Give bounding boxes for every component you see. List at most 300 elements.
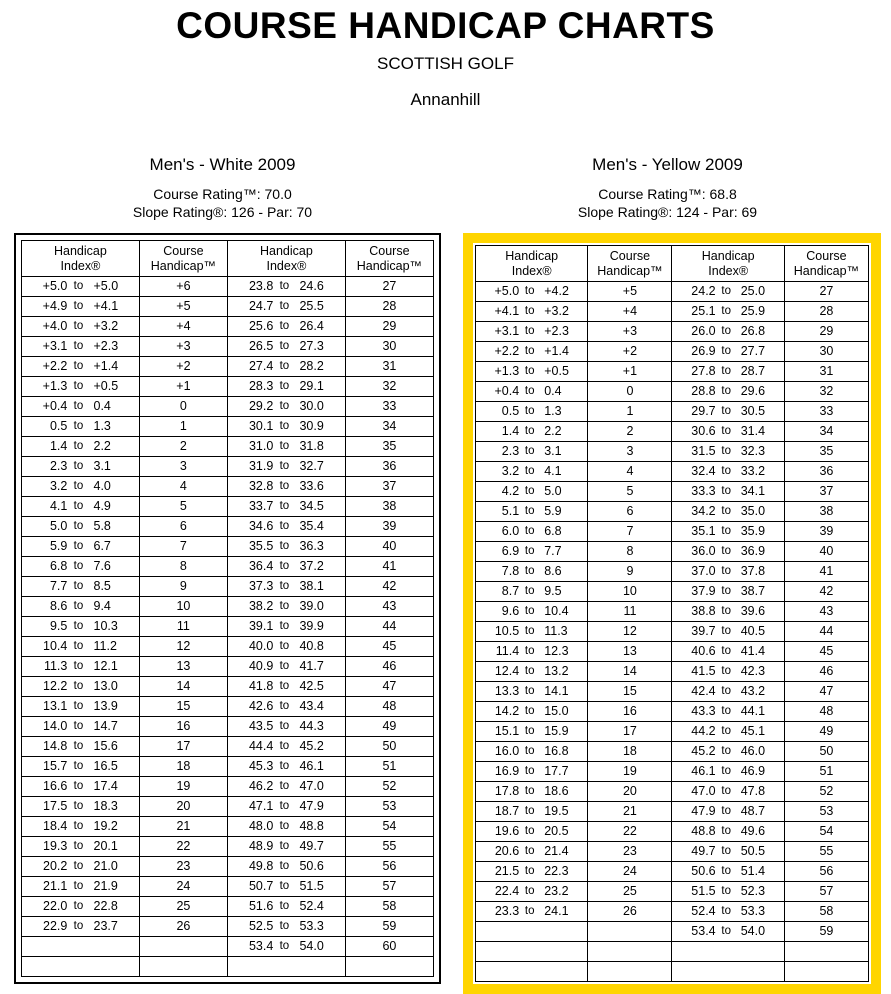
range-to-label: to (721, 465, 731, 477)
handicap-range (228, 717, 345, 736)
range-high: 14.1 (544, 684, 569, 698)
cell-course-handicap-1: +6 (139, 277, 227, 297)
range-high: 10.3 (93, 619, 118, 633)
handicap-range (228, 537, 345, 556)
range-low: 52.4 (691, 904, 716, 918)
range-to-label: to (279, 740, 290, 752)
range-to-label: to (73, 320, 84, 332)
cell-handicap-index-2 (672, 602, 784, 622)
table-row (476, 942, 869, 962)
cell-course-handicap-1: 5 (588, 482, 672, 502)
table-row (476, 642, 869, 662)
table-row (22, 537, 434, 557)
range-low: 37.0 (691, 564, 716, 578)
table-row (22, 477, 434, 497)
range-to-label: to (279, 360, 290, 372)
cell-course-handicap-1: 2 (139, 437, 227, 457)
table-row (476, 602, 869, 622)
range-to-label: to (73, 880, 84, 892)
handicap-range (476, 702, 587, 721)
cell-course-handicap-2: 59 (345, 917, 433, 937)
range-to-label: to (524, 365, 535, 377)
range-high: 46.1 (299, 759, 324, 773)
cell-course-handicap-1 (588, 922, 672, 942)
handicap-range (672, 862, 783, 881)
cell-handicap-index-1 (476, 902, 588, 922)
range-to-label: to (524, 665, 535, 677)
col-label-line1: Handicap (259, 243, 313, 258)
range-to-label: to (524, 425, 535, 437)
range-high: 9.5 (544, 584, 562, 598)
cell-course-handicap-2: 33 (345, 397, 433, 417)
range-low: 10.4 (43, 639, 68, 653)
handicap-range (476, 502, 587, 521)
range-to-label: to (279, 480, 290, 492)
cell-course-handicap-1: 19 (588, 762, 672, 782)
handicap-range (476, 742, 587, 761)
range-high: 35.9 (740, 524, 766, 538)
range-to-label: to (721, 645, 731, 657)
range-high: 18.6 (544, 784, 569, 798)
handicap-range (672, 882, 783, 901)
handicap-range (228, 897, 345, 916)
table-row (22, 677, 434, 697)
cell-handicap-index-2 (227, 817, 345, 837)
cell-handicap-index-2 (227, 317, 345, 337)
range-to-label: to (721, 765, 731, 777)
cell-handicap-index-2 (672, 622, 784, 642)
range-high: 31.8 (299, 439, 324, 453)
cell-course-handicap-2: 43 (784, 602, 868, 622)
cell-course-handicap-1: +3 (588, 322, 672, 342)
cell-course-handicap-2: 58 (345, 897, 433, 917)
handicap-range (672, 542, 783, 561)
cell-handicap-index-1 (476, 662, 588, 682)
range-to-label: to (524, 505, 535, 517)
table-row (476, 682, 869, 702)
handicap-range (228, 337, 345, 356)
range-low: 20.2 (43, 859, 68, 873)
cell-course-handicap-1: 16 (588, 702, 672, 722)
range-high: 49.6 (740, 824, 766, 838)
handicap-range (22, 837, 139, 856)
range-low: 23.3 (494, 904, 520, 918)
range-low: 5.9 (49, 539, 68, 553)
cell-handicap-index-2 (227, 417, 345, 437)
cell-course-handicap-2: 50 (784, 742, 868, 762)
handicap-range (476, 722, 587, 741)
range-low: 24.7 (248, 299, 274, 313)
cell-course-handicap-2: 28 (345, 297, 433, 317)
cell-handicap-index-2 (672, 442, 784, 462)
range-to-label: to (524, 685, 535, 697)
range-to-label: to (721, 545, 731, 557)
cell-course-handicap-1: 26 (139, 917, 227, 937)
cell-course-handicap-2: 52 (345, 777, 433, 797)
table-row (22, 657, 434, 677)
range-to-label: to (73, 780, 84, 792)
cell-course-handicap-2: 28 (784, 302, 868, 322)
cell-course-handicap-2: 40 (784, 542, 868, 562)
cell-course-handicap-1: 12 (139, 637, 227, 657)
cell-course-handicap-2: 46 (345, 657, 433, 677)
handicap-range (476, 762, 587, 781)
col-label-line1: Course (163, 243, 204, 258)
cell-handicap-index-1 (22, 717, 140, 737)
cell-course-handicap-2: 49 (784, 722, 868, 742)
range-low: +1.3 (42, 379, 68, 393)
range-low: 17.8 (494, 784, 520, 798)
range-low: 44.4 (248, 739, 274, 753)
range-high: 1.3 (544, 404, 562, 418)
range-to-label: to (279, 420, 290, 432)
cell-course-handicap-1: 15 (588, 682, 672, 702)
page-header (0, 0, 891, 112)
range-to-label: to (524, 405, 535, 417)
table-row (22, 317, 434, 337)
handicap-range (672, 562, 783, 581)
range-low: 29.2 (248, 399, 274, 413)
range-low: +3.1 (494, 324, 520, 338)
handicap-range (476, 782, 587, 801)
range-high: 11.3 (544, 624, 568, 638)
cell-handicap-index-2 (672, 482, 784, 502)
range-to-label: to (721, 325, 731, 337)
range-low: 8.7 (501, 584, 520, 598)
cell-course-handicap-1: 17 (139, 737, 227, 757)
cell-course-handicap-1: 0 (588, 382, 672, 402)
handicap-range (672, 602, 783, 621)
cell-handicap-index-1 (476, 322, 588, 342)
range-high: 35.0 (740, 504, 766, 518)
handicap-range (476, 442, 587, 461)
cell-course-handicap-1: +1 (588, 362, 672, 382)
range-high: 17.4 (93, 779, 118, 793)
range-to-label: to (721, 505, 731, 517)
handicap-range (672, 802, 783, 821)
range-low: 16.6 (43, 779, 68, 793)
handicap-range (228, 497, 345, 516)
cell-handicap-index-2 (227, 897, 345, 917)
table-row (22, 437, 434, 457)
handicap-range (228, 477, 345, 496)
range-high: 25.0 (740, 284, 766, 298)
table-row (476, 622, 869, 642)
cell-course-handicap-1: 3 (588, 442, 672, 462)
cell-handicap-index-2 (672, 642, 784, 662)
cell-handicap-index-2 (227, 657, 345, 677)
cell-course-handicap-1: 8 (588, 542, 672, 562)
range-low: 38.8 (691, 604, 716, 618)
range-low: 46.2 (248, 779, 274, 793)
range-to-label: to (73, 600, 84, 612)
cell-course-handicap-2: 34 (784, 422, 868, 442)
range-to-label: to (524, 325, 535, 337)
cell-handicap-index-1 (476, 602, 588, 622)
range-high: 4.1 (544, 464, 562, 478)
cell-handicap-index-1 (22, 737, 140, 757)
handicap-range (228, 677, 345, 696)
range-low: 20.6 (494, 844, 520, 858)
range-high: 5.9 (544, 504, 562, 518)
cell-handicap-index-2 (227, 677, 345, 697)
range-low: 37.9 (691, 584, 716, 598)
range-to-label: to (721, 805, 731, 817)
cell-handicap-index-2 (672, 282, 784, 302)
table-row (22, 817, 434, 837)
cell-course-handicap-1: 21 (139, 817, 227, 837)
cell-handicap-index-2 (672, 762, 784, 782)
range-high: 45.2 (299, 739, 324, 753)
table-row (476, 522, 869, 542)
range-high: +0.5 (544, 364, 569, 378)
range-to-label: to (279, 700, 290, 712)
range-to-label: to (279, 540, 290, 552)
cell-handicap-index-1 (476, 882, 588, 902)
cell-course-handicap-1: 23 (139, 857, 227, 877)
table-row (22, 377, 434, 397)
handicap-range (672, 322, 783, 341)
range-high: 39.9 (299, 619, 324, 633)
cell-handicap-index-1 (476, 842, 588, 862)
range-low: 33.7 (248, 499, 274, 513)
col-course-handicap-1 (139, 241, 227, 277)
cell-course-handicap-2: 55 (784, 842, 868, 862)
range-high: 9.4 (93, 599, 111, 613)
cell-handicap-index-1 (22, 517, 140, 537)
cell-handicap-index-1 (22, 837, 140, 857)
cell-course-handicap-1: 12 (588, 622, 672, 642)
cell-handicap-index-1 (476, 742, 588, 762)
range-low: 53.4 (691, 924, 716, 938)
cell-handicap-index-1 (22, 777, 140, 797)
range-high: 44.3 (299, 719, 324, 733)
cell-handicap-index-1 (476, 422, 588, 442)
range-to-label: to (73, 380, 84, 392)
range-low: 23.8 (248, 279, 274, 293)
cell-course-handicap-1 (588, 962, 672, 982)
range-to-label: to (524, 625, 535, 637)
cell-handicap-index-2 (672, 542, 784, 562)
handicap-table-white (21, 240, 434, 977)
range-low: 25.6 (248, 319, 274, 333)
slope-rating-yellow: Slope Rating®: 124 - Par: 69 (577, 204, 758, 220)
range-to-label: to (721, 885, 731, 897)
cell-handicap-index-1 (476, 582, 588, 602)
handicap-range (672, 742, 783, 761)
range-high: 7.6 (93, 559, 111, 573)
range-to-label: to (721, 405, 731, 417)
cell-course-handicap-1: +4 (139, 317, 227, 337)
range-low: 41.8 (248, 679, 274, 693)
cell-handicap-index-1 (22, 477, 140, 497)
table-row (22, 277, 434, 297)
handicap-range (476, 322, 587, 341)
range-high: 22.3 (544, 864, 569, 878)
col-label-line2: Handicap™ (793, 263, 860, 278)
range-to-label: to (721, 685, 731, 697)
range-high: 41.4 (740, 644, 766, 658)
range-low: 47.0 (691, 784, 716, 798)
col-label-line1: Course (369, 243, 410, 258)
range-high: 42.3 (740, 664, 766, 678)
range-high: 3.1 (544, 444, 562, 458)
cell-course-handicap-1: 15 (139, 697, 227, 717)
cell-handicap-index-1 (22, 657, 140, 677)
range-low: +4.9 (42, 299, 68, 313)
range-high: 44.1 (740, 704, 766, 718)
range-to-label: to (279, 600, 290, 612)
range-high: 40.8 (299, 639, 324, 653)
cell-handicap-index-2 (227, 957, 345, 977)
cell-course-handicap-2: 30 (784, 342, 868, 362)
range-to-label: to (721, 445, 731, 457)
table-row (476, 422, 869, 442)
range-high: 16.5 (93, 759, 118, 773)
range-to-label: to (73, 460, 84, 472)
cell-course-handicap-1: 9 (588, 562, 672, 582)
range-to-label: to (721, 825, 731, 837)
range-low: 3.2 (49, 479, 68, 493)
range-low: 29.7 (691, 404, 716, 418)
table-row (22, 717, 434, 737)
cell-course-handicap-1: 4 (588, 462, 672, 482)
cell-handicap-index-2 (227, 537, 345, 557)
handicap-range (22, 717, 139, 736)
handicap-range (672, 342, 783, 361)
range-low: 1.4 (49, 439, 68, 453)
range-high: 48.8 (299, 819, 324, 833)
range-low: 31.0 (248, 439, 274, 453)
range-low: +4.1 (494, 304, 520, 318)
cell-course-handicap-2: 46 (784, 662, 868, 682)
cell-handicap-index-2 (227, 597, 345, 617)
range-to-label: to (279, 940, 290, 952)
table-row (476, 302, 869, 322)
range-low: 39.7 (691, 624, 716, 638)
range-high: 24.1 (544, 904, 569, 918)
slope-rating-white: Slope Rating®: 126 - Par: 70 (132, 204, 313, 220)
cell-course-handicap-1: 1 (139, 417, 227, 437)
range-low: 9.5 (49, 619, 68, 633)
range-high: 37.8 (740, 564, 766, 578)
cell-course-handicap-2: 53 (784, 802, 868, 822)
range-low: 51.6 (248, 899, 274, 913)
range-to-label: to (721, 585, 731, 597)
range-low: 30.6 (691, 424, 716, 438)
range-high: +1.4 (544, 344, 569, 358)
range-low: 49.7 (691, 844, 716, 858)
table-row (22, 357, 434, 377)
cell-handicap-index-1 (22, 917, 140, 937)
col-label-line1: Course (609, 248, 651, 263)
cell-course-handicap-2: 31 (345, 357, 433, 377)
range-high: 18.3 (93, 799, 118, 813)
handicap-range (228, 917, 345, 936)
cell-handicap-index-1 (476, 802, 588, 822)
cell-course-handicap-2: 33 (784, 402, 868, 422)
handicap-range (672, 582, 783, 601)
range-low: 43.3 (691, 704, 716, 718)
range-to-label: to (279, 340, 290, 352)
table-row (476, 282, 869, 302)
cell-course-handicap-1: 5 (139, 497, 227, 517)
cell-handicap-index-1 (22, 637, 140, 657)
cell-handicap-index-1 (22, 277, 140, 297)
range-low: 43.5 (248, 719, 274, 733)
range-high: 13.2 (544, 664, 569, 678)
range-low: 40.6 (691, 644, 716, 658)
organisation-name: SCOTTISH GOLF (377, 54, 514, 73)
cell-course-handicap-2: 48 (784, 702, 868, 722)
range-to-label: to (279, 320, 290, 332)
handicap-range (228, 597, 345, 616)
range-high: 30.0 (299, 399, 324, 413)
cell-handicap-index-2 (227, 737, 345, 757)
handicap-range (672, 662, 783, 681)
cell-handicap-index-2 (227, 557, 345, 577)
range-low: 53.4 (248, 939, 274, 953)
cell-handicap-index-1 (22, 697, 140, 717)
cell-handicap-index-1 (22, 897, 140, 917)
cell-course-handicap-2 (784, 942, 868, 962)
cell-handicap-index-2 (227, 717, 345, 737)
range-to-label: to (279, 820, 290, 832)
range-to-label: to (73, 540, 84, 552)
cell-handicap-index-1 (476, 822, 588, 842)
cell-course-handicap-2: 57 (345, 877, 433, 897)
range-to-label: to (73, 620, 84, 632)
range-to-label: to (524, 585, 535, 597)
range-high: 30.9 (299, 419, 324, 433)
range-high: 47.8 (740, 784, 766, 798)
range-low: 33.3 (691, 484, 716, 498)
range-to-label: to (279, 620, 290, 632)
range-to-label: to (524, 645, 535, 657)
range-low: 6.0 (501, 524, 520, 538)
range-high: 12.3 (544, 644, 569, 658)
range-low: 7.8 (501, 564, 520, 578)
cell-handicap-index-2 (672, 962, 784, 982)
handicap-range (672, 282, 783, 301)
table-row (22, 297, 434, 317)
cell-course-handicap-1: +5 (588, 282, 672, 302)
cell-handicap-index-1 (22, 677, 140, 697)
cell-handicap-index-2 (672, 462, 784, 482)
range-to-label: to (524, 465, 535, 477)
handicap-range (22, 917, 139, 936)
range-low: 32.8 (248, 479, 274, 493)
handicap-range (476, 382, 587, 401)
cell-course-handicap-1: +2 (588, 342, 672, 362)
handicap-range (22, 857, 139, 876)
table-row (476, 362, 869, 382)
range-high: 36.9 (740, 544, 766, 558)
range-high: 49.7 (299, 839, 324, 853)
range-to-label: to (279, 380, 290, 392)
range-to-label: to (524, 785, 535, 797)
range-high: 27.7 (740, 344, 766, 358)
cell-handicap-index-1 (22, 457, 140, 477)
table-row (22, 797, 434, 817)
handicap-range (476, 642, 587, 661)
range-low: +2.2 (42, 359, 68, 373)
table-body-white (22, 277, 434, 977)
cell-handicap-index-2 (227, 837, 345, 857)
range-high: 26.8 (740, 324, 766, 338)
cell-handicap-index-1 (22, 357, 140, 377)
handicap-range (672, 402, 783, 421)
